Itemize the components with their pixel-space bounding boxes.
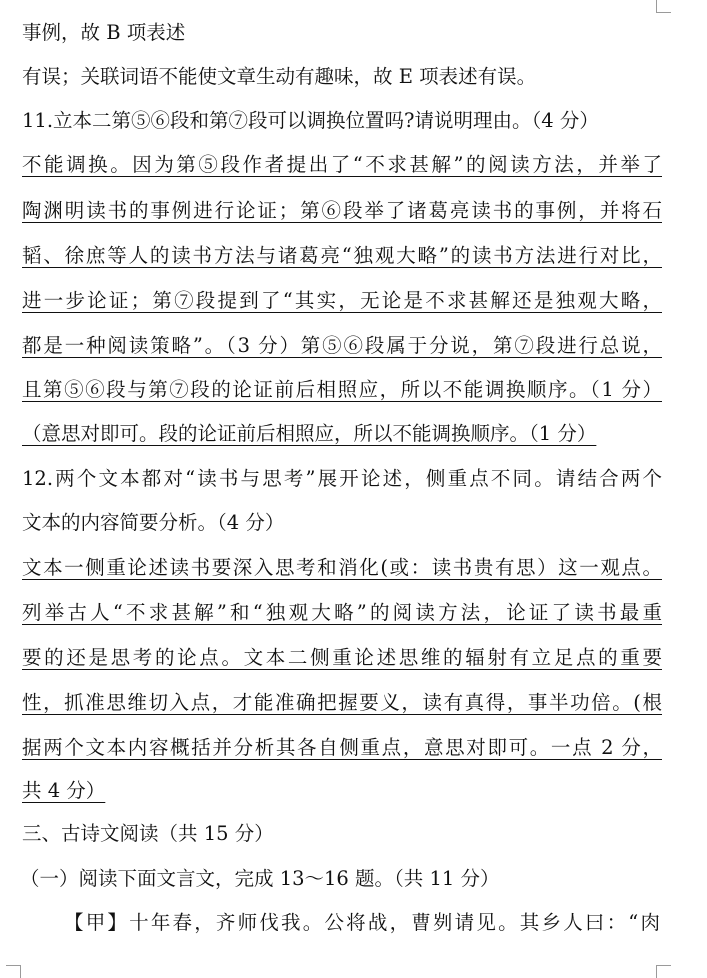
answer-11-line-5: 都是一种阅读策略”。（3 分）第⑤⑥段属于分说，第⑦段进行总说， [22, 334, 662, 357]
answer-11-line-6: 且第⑤⑥段与第⑦段的论证前后相照应，所以不能调换顺序。（1 分） [22, 378, 662, 401]
answer-11-line-4: 进一步论证；第⑦段提到了“其实，无论是不求甚解还是独观大略， [22, 289, 662, 312]
classical-text-jia-start: 【甲】十年春，齐师伐我。公将战，曹刿请见。其乡人曰：“肉 [64, 911, 660, 934]
answer-11-line-3: 韬、徐庶等人的读书方法与诸葛亮“独观大略”的读书方法进行对比， [22, 244, 662, 267]
answer-12-line-1: 文本一侧重论述读书要深入思考和消化(或：读书贵有思）这一观点。 [22, 556, 662, 579]
question-11: 11.立本二第⑤⑥段和第⑦段可以调换位置吗?请说明理由。（4 分） [22, 109, 599, 132]
answer-12-line-3: 要的还是思考的论点。文本二侧重论述思维的辐射有立足点的重要 [22, 646, 662, 669]
page-corner-mark-top-right [656, 0, 671, 13]
answer-12-line-2: 列举古人“不求甚解”和“独观大略”的阅读方法，论证了读书最重 [22, 601, 662, 624]
answer-11-note: （意思对即可。段的论证前后相照应，所以不能调换顺序。（1 分） [22, 422, 597, 445]
answer-12-line-4: 性，抓准思维切入点，才能准确把握要义，读有真得，事半功倍。(根 [22, 691, 662, 714]
question-12-line-2: 文本的内容简要分析。（4 分） [22, 511, 285, 534]
page-corner-mark-bottom-right [656, 965, 671, 978]
answer-11-line-2: 陶渊明读书的事例进行论证；第⑥段举了诸葛亮读书的事例，并将石 [22, 199, 662, 222]
text-line-b-item-fragment: 事例，故 B 项表述 [22, 21, 186, 44]
text-line-e-item-error: 有误；关联词语不能使文章生动有趣味，故 E 项表述有误。 [22, 65, 537, 88]
page-corner-mark-bottom-left [6, 965, 21, 978]
answer-12-line-6: 共 4 分） [22, 779, 106, 802]
question-12-line-1: 12.两个文本都对“读书与思考”展开论述，侧重点不同。请结合两个 [22, 467, 662, 490]
section-3-heading: 三、古诗文阅读（共 15 分） [22, 822, 274, 845]
answer-11-line-1: 不能调换。因为第⑤段作者提出了“不求甚解”的阅读方法，并举了 [22, 153, 662, 176]
subsection-1-instruction: （一）阅读下面文言文，完成 13～16 题。（共 11 分） [20, 867, 500, 890]
answer-12-line-5: 据两个文本内容概括并分析其各自侧重点，意思对即可。一点 2 分， [22, 736, 662, 759]
